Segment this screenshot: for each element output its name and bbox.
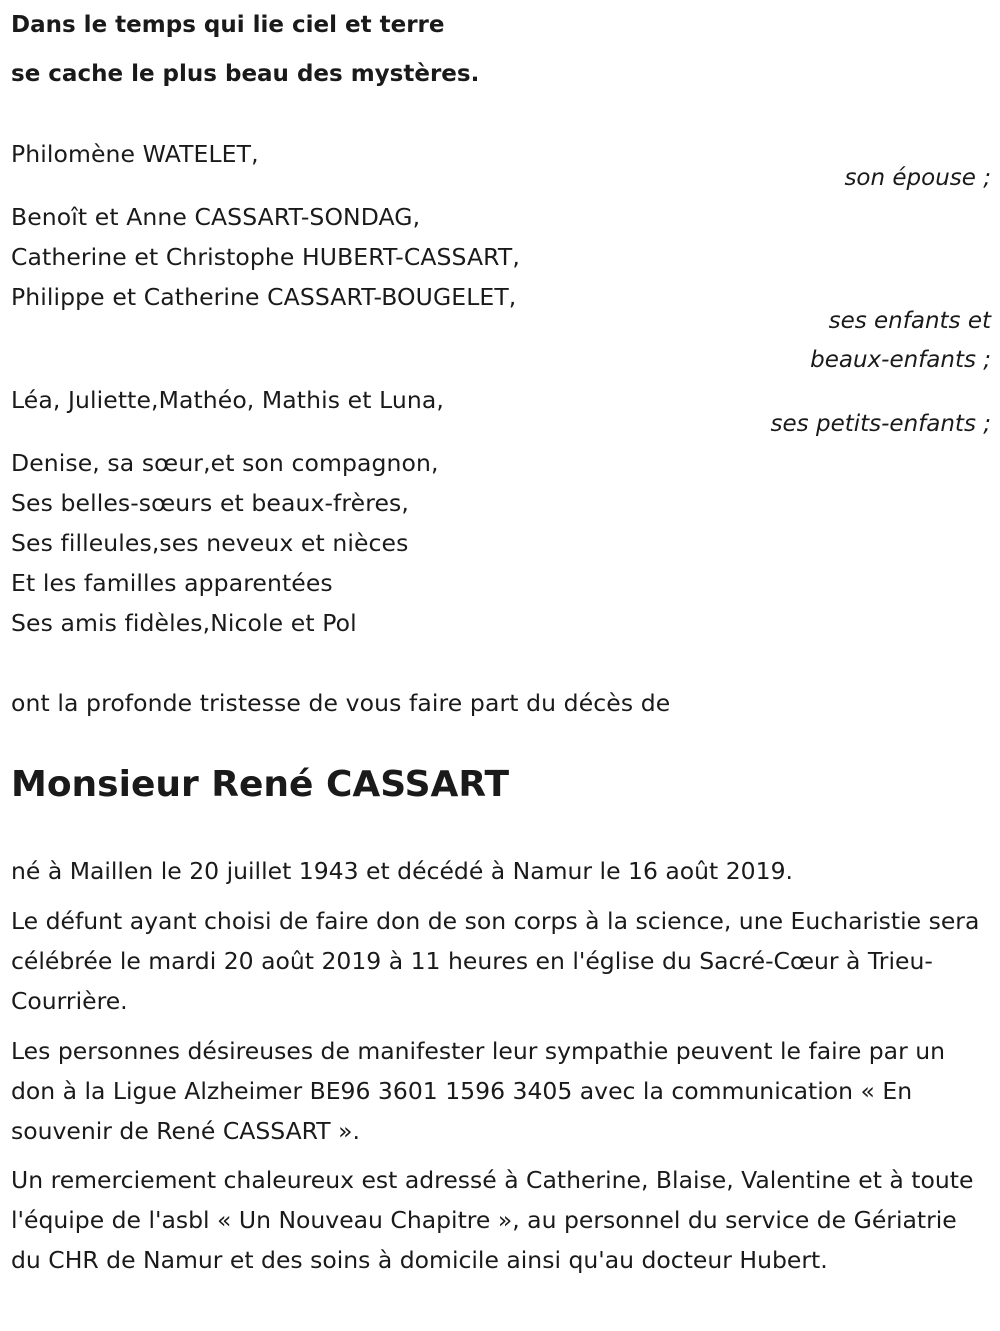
family-line: Ses filleules,ses neveux et nièces — [11, 529, 409, 557]
grandchildren-names: Léa, Juliette,Mathéo, Mathis et Luna, — [11, 386, 444, 414]
family-line: Denise, sa sœur,et son compagnon, — [11, 449, 439, 477]
spouse-name: Philomène WATELET, — [11, 140, 259, 168]
family-line: Ses amis fidèles,Nicole et Pol — [11, 609, 357, 637]
donation-paragraph: Les personnes désireuses de manifester leur sympathie peuvent le faire par un don à la Ligue Alzheimer BE96 3601 1596 3405 avec la communication « En souvenir de René CASSART ». — [11, 1037, 945, 1145]
ceremony-paragraph: Le défunt ayant choisi de faire don de son corps à la science, une Eucharistie sera célébrée le mardi 20 août 2019 à 11 heures en l'église du Sacré-Cœur à Trieu-Courrière. — [11, 907, 980, 1015]
child-line: Benoît et Anne CASSART-SONDAG, — [11, 203, 421, 231]
thanks-paragraph: Un remerciement chaleureux est adressé à Catherine, Blaise, Valentine et à toute l'équipe de l'asbl « Un Nouveau Chapitre », au personnel du service de Gériatrie du CHR de Namur et des soins à domicile ainsi qu'au docteur Hubert. — [11, 1166, 974, 1274]
spouse-role: son épouse ; — [844, 165, 991, 191]
birth-death-paragraph: né à Maillen le 20 juillet 1943 et décédé à Namur le 16 août 2019. — [11, 857, 794, 885]
child-line: Catherine et Christophe HUBERT-CASSART, — [11, 243, 520, 271]
children-role-line-1: ses enfants et — [828, 308, 991, 334]
grandchildren-role: ses petits-enfants ; — [770, 411, 991, 437]
children-role-line-2: beaux-enfants ; — [810, 347, 991, 373]
family-line: Ses belles-sœurs et beaux-frères, — [11, 489, 409, 517]
family-line: Et les familles apparentées — [11, 569, 333, 597]
verse-line-1: Dans le temps qui lie ciel et terre — [11, 12, 445, 38]
verse-line-2: se cache le plus beau des mystères. — [11, 61, 480, 87]
announcement-text: ont la profonde tristesse de vous faire part du décès de — [11, 689, 671, 717]
deceased-name: Monsieur René CASSART — [11, 764, 510, 805]
child-line: Philippe et Catherine CASSART-BOUGELET, — [11, 283, 517, 311]
